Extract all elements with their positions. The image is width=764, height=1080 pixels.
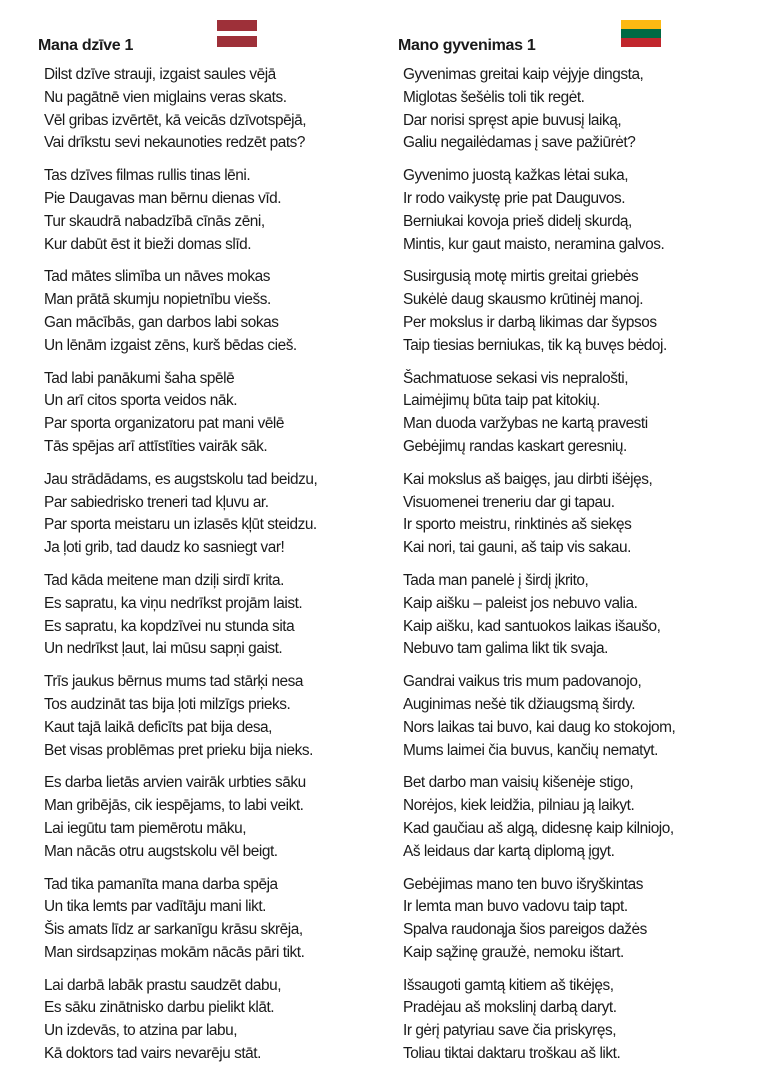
poem-line: Tad kāda meitene man dziļi sirdī krita. (44, 571, 284, 589)
poem-line: Par sporta organizatoru pat mani vēlē (44, 415, 285, 433)
lithuania-flag-stripe-yellow (621, 20, 661, 29)
poem-line: Man gribējās, cik iespējams, to labi veikt. (44, 797, 304, 815)
stanza (44, 368, 378, 459)
poem-line: Nors laikas tai buvo, kai daug ko stokojom, (403, 718, 676, 736)
poem-line: Išsaugoti gamtą kitiem aš tikėjęs, (403, 976, 614, 994)
stanza (44, 64, 378, 155)
poem-line: Gyvenimas greitai kaip vėjyje dingsta, (403, 66, 644, 83)
poem-line: Mums laimei čia buvus, kančių nematyt. (403, 741, 658, 759)
poem-line: Šis amats līdz ar sarkanīgu krāsu skrēja, (44, 921, 303, 939)
poem-line: Miglotas šešėlis toli tik regėt. (403, 88, 585, 106)
poem-line: Kai mokslus aš baigęs, jau dirbti išėjęs, (403, 470, 653, 488)
stanza (44, 266, 378, 357)
stanza (44, 165, 378, 256)
poem-line: Ir rodo vaikystę prie pat Dauguvos. (403, 189, 626, 207)
poem-line: Kur dabūt ēst it bieži domas slīd. (44, 235, 252, 253)
latvian-poem-title: Mana dzīve 1 (38, 37, 134, 54)
poem-line: Auginimas nešė tik džiaugsmą širdy. (403, 695, 636, 713)
poem-line: Jau strādādams, es augstskolu tad beidzu, (44, 470, 318, 488)
poem-line: Aš leidaus dar kartą diplomą įgyt. (403, 842, 615, 860)
poem-line: Toliau tiktai daktaru troškau aš likt. (403, 1045, 621, 1063)
poem-line: Trīs jaukus bērnus mums tad stārķi nesa (44, 673, 304, 691)
poem-line: Sukėlė daug skausmo krūtinėj manoj. (403, 291, 644, 309)
poem-line: Kaip sąžinę graužė, nemoku ištart. (403, 943, 624, 961)
stanza (44, 469, 378, 560)
poem-line: Tad labi panākumi šaha spēlē (44, 369, 235, 387)
stanza (403, 368, 748, 459)
stanza (403, 266, 748, 357)
poem-line: Kai nori, tai gauni, aš taip vis sakau. (403, 539, 631, 557)
poem-line: Vai drīkstu sevi nekaunoties redzēt pats? (44, 134, 306, 152)
poem-line: Nebuvo tam galima likt tik svaja. (403, 640, 608, 658)
lithuanian-poem (398, 34, 748, 1076)
poem-line: Es darba lietās arvien vairāk urbties sāku (44, 774, 306, 792)
poem-line: Gandrai vaikus tris mum padovanojo, (403, 673, 642, 691)
poem-line: Un tika lemts par vadītāju mani likt. (44, 898, 266, 916)
poem-line: Tad tika pamanīta mana darba spēja (44, 875, 278, 893)
stanza (44, 570, 378, 661)
poem-line: Laimėjimų būta taip pat kitokių. (403, 392, 600, 410)
poem-line: Spalva raudonąja šios pareigos dažės (403, 921, 647, 939)
poem-line: Norėjos, kiek leidžia, pilniau ją laikyt. (403, 797, 635, 815)
latvian-poem (38, 34, 378, 1076)
poem-line: Lai darbā labāk prastu saudzēt dabu, (44, 976, 282, 994)
poem-line: Mintis, kur gaut maisto, neramina galvos. (403, 235, 665, 253)
stanza (403, 772, 748, 863)
poem-line: Vēl gribas izvērtēt, kā veicās dzīvotspējā, (44, 111, 307, 129)
poem-line: Gebėjimas mano ten buvo išryškintas (403, 875, 644, 893)
poem-line: Es sapratu, ka viņu nedrīkst projām laist. (44, 594, 303, 612)
poem-line: Ja ļoti grib, tad daudz ko sasniegt var! (44, 539, 285, 557)
poem-line: Gebėjimų randas kaskart geresnių. (403, 437, 627, 455)
poem-line: Es sāku zinātnisko darbu pielikt klāt. (44, 999, 275, 1017)
poem-line: Dilst dzīve strauji, izgaist saules vējā (44, 66, 276, 83)
stanza (403, 671, 748, 762)
poem-line: Man duoda varžybas ne kartą pravesti (403, 415, 648, 433)
poem-line: Per mokslus ir darbą likimas dar šypsos (403, 313, 657, 331)
poem-line: Taip tiesias berniukas, tik ką buvęs bėdoj. (403, 336, 667, 354)
poem-line: Šachmatuose sekasi vis nepralošti, (403, 369, 629, 387)
poem-line: Kad gaučiau aš algą, didesnę kaip kilniojo, (403, 819, 674, 837)
poem-line: Lai iegūtu tam piemērotu māku, (44, 819, 247, 837)
poem-line: Ir gėrį patyriau save čia priskyręs, (403, 1022, 617, 1040)
poem-line: Un arī citos sporta veidos nāk. (44, 392, 238, 410)
poem-line: Man nācās otru augstskolu vēl beigt. (44, 842, 278, 860)
stanza (403, 874, 748, 965)
poem-line: Dar norisi spręst apie buvusį laiką, (403, 111, 622, 129)
stanza (403, 570, 748, 661)
stanza (403, 64, 748, 155)
poem-line: Par sabiedrisko treneri tad kļuvu ar. (44, 493, 269, 511)
poem-line: Un lēnām izgaist zēns, kurš bēdas cieš. (44, 336, 297, 354)
poem-line: Bet visas problēmas pret prieku bija nieks. (44, 741, 313, 759)
latvian-stanzas (38, 64, 378, 1066)
poem-line: Tas dzīves filmas rullis tinas lēni. (44, 167, 251, 185)
stanza (403, 975, 748, 1066)
poem-line: Galiu negailėdamas į save pažiūrėt? (403, 134, 636, 152)
stanza (44, 772, 378, 863)
poem-line: Es sapratu, ka kopdzīvei nu stunda sita (44, 617, 295, 635)
poem-line: Man sirdsapziņas mokām nācās pāri tikt. (44, 943, 305, 961)
poem-line: Pie Daugavas man bērnu dienas vīd. (44, 189, 282, 207)
poem-line: Tās spējas arī attīstīties vairāk sāk. (44, 437, 268, 455)
stanza (44, 671, 378, 762)
poem-line: Tur skaudrā nabadzībā cīnās zēni, (44, 212, 265, 230)
poem-line: Ir sporto meistru, rinktinės aš siekęs (403, 516, 632, 534)
poem-line: Par sporta meistaru un izlasēs kļūt steidzu. (44, 516, 317, 534)
poem-line: Susirgusią motę mirtis greitai griebės (403, 268, 639, 286)
lithuanian-stanzas (398, 64, 748, 1066)
poem-line: Bet darbo man vaisių kišenėje stigo, (403, 774, 634, 792)
poem-line: Tad mātes slimība un nāves mokas (44, 268, 270, 286)
stanza (44, 975, 378, 1066)
poem-line: Tada man panelė į širdį įkrito, (403, 571, 589, 589)
poem-line: Gyvenimo juostą kažkas lėtai suka, (403, 167, 629, 185)
poem-line: Pradėjau aš mokslinį darbą daryt. (403, 999, 617, 1017)
poem-line: Kā doktors tad vairs nevarēju stāt. (44, 1045, 261, 1063)
poem-line: Tos audzināt tas bija ļoti milzīgs prieks. (44, 695, 291, 713)
poem-line: Kaip aišku, kad santuokos laikas išaušo, (403, 617, 661, 635)
stanza (44, 874, 378, 965)
poem-line: Kaip aišku – paleist jos nebuvo valia. (403, 594, 638, 612)
poem-line: Un nedrīkst ļaut, lai mūsu sapņi gaist. (44, 640, 283, 658)
poem-line: Ir lemta man buvo vadovu taip tapt. (403, 898, 628, 916)
latvia-flag-stripe-top (217, 20, 257, 31)
poem-line: Nu pagātnē vien miglains veras skats. (44, 88, 287, 106)
lithuanian-poem-title: Mano gyvenimas 1 (398, 37, 536, 54)
poem-line: Un izdevās, to atzina par labu, (44, 1022, 238, 1040)
poem-line: Man prātā skumju nopietnību viešs. (44, 291, 271, 309)
poem-line: Berniukai kovoja prieš didelį skurdą, (403, 212, 632, 230)
poem-line: Kaut tajā laikā deficīts pat bija desa, (44, 718, 272, 736)
poem-line: Gan mācībās, gan darbos labi sokas (44, 313, 279, 331)
stanza (403, 165, 748, 256)
poem-line: Visuomenei treneriu dar gi tapau. (403, 493, 615, 511)
stanza (403, 469, 748, 560)
